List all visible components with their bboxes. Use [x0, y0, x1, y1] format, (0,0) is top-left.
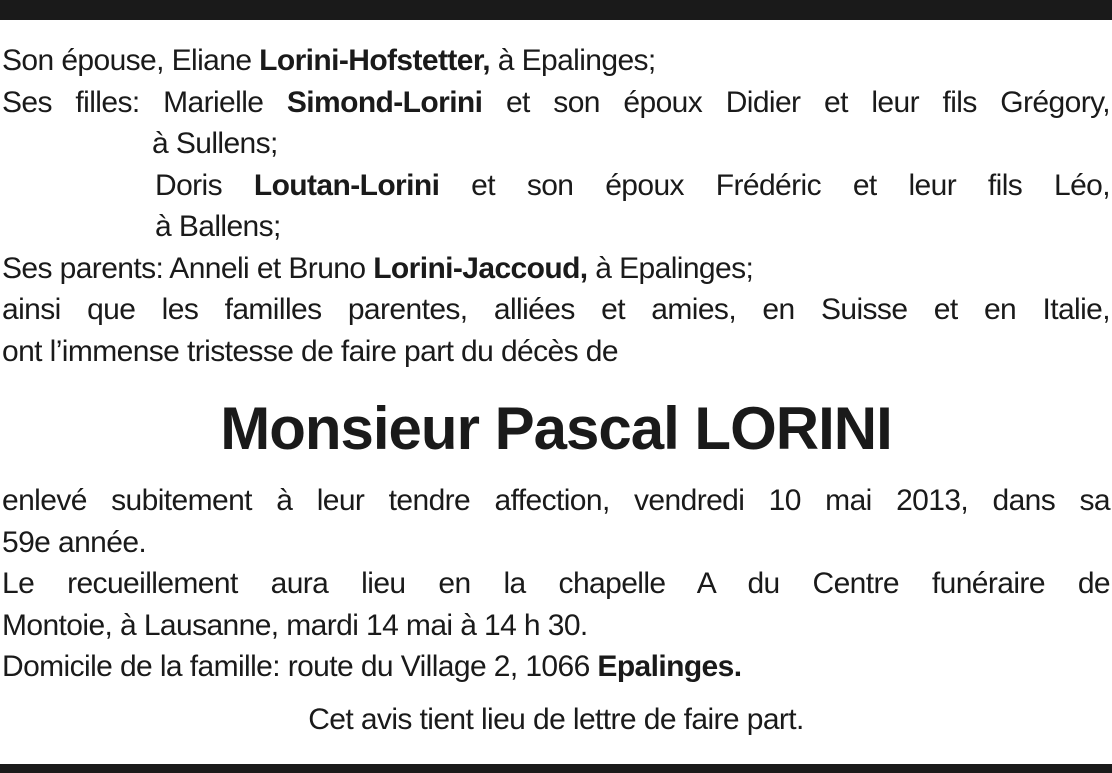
home-line: Domicile de la famille: route du Village 2, 1066 Epalinges.	[2, 650, 742, 683]
daughter-1-name: Simond-Lorini	[286, 85, 483, 119]
daughter-1-place: à Sullens;	[152, 127, 278, 160]
deceased-name: Monsieur Pascal LORINI	[220, 395, 892, 462]
home-town: Epalinges.	[597, 650, 742, 683]
extended-family-line: ainsi que les familles parentes, alliées et amies, en Suisse et en Italie,	[2, 293, 1110, 326]
bottom-rule	[0, 764, 1112, 773]
daughter-2-name: Loutan-Lorini	[253, 168, 440, 202]
spouse-name: Lorini-Hofstetter,	[259, 44, 491, 77]
closing-line: Cet avis tient lieu de lettre de faire part.	[308, 702, 804, 736]
daughter-2-line: Doris Loutan-Lorini et son époux Frédéric et leur fils Léo,	[155, 168, 1110, 202]
parents-line: Ses parents: Anneli et Bruno Lorini-Jaccoud, à Epalinges;	[2, 251, 754, 285]
daughter-1-line: Ses filles: Marielle Simond-Lorini et son époux Didier et leur fils Grégory,	[2, 85, 1110, 119]
top-rule	[0, 0, 1112, 20]
ceremony-line-2: Montoie, à Lausanne, mardi 14 mai à 14 h 30.	[2, 608, 588, 642]
daughter-2-place: à Ballens;	[155, 210, 281, 243]
death-line-1: enlevé subitement à leur tendre affection, vendredi 10 mai 2013, dans sa	[2, 484, 1110, 517]
death-line-2: 59e année.	[2, 525, 147, 559]
ceremony-line-1: Le recueillement aura lieu en la chapelle A du Centre funéraire de	[2, 567, 1110, 600]
parents-name: Lorini-Jaccoud,	[373, 251, 588, 285]
spouse-line: Son épouse, Eliane Lorini-Hofstetter, à Epalinges;	[2, 44, 656, 77]
announcement-line: ont l’immense tristesse de faire part du décès de	[2, 334, 618, 368]
obituary-notice	[2, 40, 1110, 740]
